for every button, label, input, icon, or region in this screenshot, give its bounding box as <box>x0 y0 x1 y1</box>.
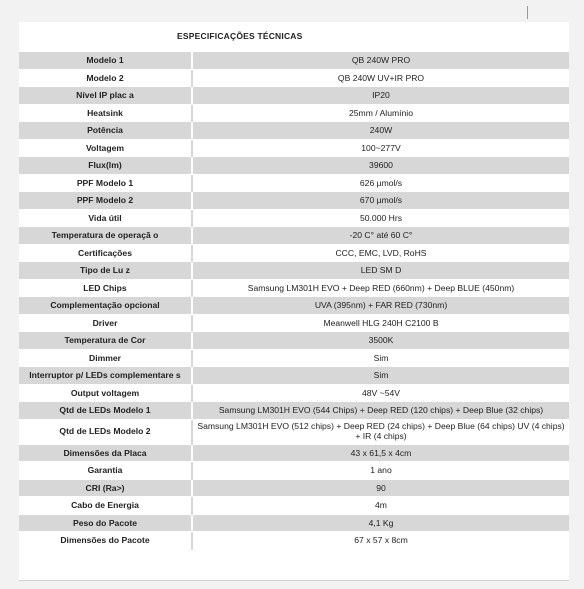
spec-value: LED SM D <box>192 262 569 280</box>
spec-label: Vida útil <box>19 209 192 227</box>
spec-label: LED Chips <box>19 279 192 297</box>
spec-value: 39600 <box>192 157 569 175</box>
spec-label: Potência <box>19 122 192 140</box>
spec-value: Sim <box>192 349 569 367</box>
spec-row <box>19 52 569 70</box>
spec-value: Samsung LM301H EVO + Deep RED (660nm) + Deep BLUE (450nm) <box>192 279 569 297</box>
spec-value: 48V ~54V <box>192 384 569 402</box>
spec-label: Qtd de LEDs Modelo 1 <box>19 402 192 420</box>
spec-label: Dimmer <box>19 349 192 367</box>
bottom-divider <box>19 580 569 581</box>
spec-row <box>19 384 569 402</box>
spec-label: Temperatura de operaçã o <box>19 227 192 245</box>
spec-row <box>19 244 569 262</box>
spec-row <box>19 297 569 315</box>
spec-label: Cabo de Energia <box>19 497 192 515</box>
spec-value: 670 µmol/s <box>192 192 569 210</box>
spec-value: IP20 <box>192 87 569 105</box>
spec-table <box>19 51 569 550</box>
spec-value: Meanwell HLG 240H C2100 B <box>192 314 569 332</box>
spec-row <box>19 192 569 210</box>
spec-value: 4m <box>192 497 569 515</box>
spec-value: 100~277V <box>192 139 569 157</box>
spec-label: Flux(lm) <box>19 157 192 175</box>
spec-row <box>19 104 569 122</box>
spec-label: Qtd de LEDs Modelo 2 <box>19 419 192 444</box>
spec-row <box>19 497 569 515</box>
spec-row <box>19 139 569 157</box>
spec-label: Dimensões do Pacote <box>19 532 192 550</box>
spec-value: 25mm / Alumínio <box>192 104 569 122</box>
spec-label: Complementação opcional <box>19 297 192 315</box>
spec-row <box>19 69 569 87</box>
spec-row <box>19 402 569 420</box>
spec-row <box>19 532 569 550</box>
spec-label: Nível IP plac a <box>19 87 192 105</box>
spec-label: Garantia <box>19 462 192 480</box>
spec-label: Output voltagem <box>19 384 192 402</box>
spec-label: Certificações <box>19 244 192 262</box>
spec-label: Modelo 1 <box>19 52 192 70</box>
spec-row <box>19 349 569 367</box>
spec-value: -20 C° até 60 C° <box>192 227 569 245</box>
spec-row <box>19 122 569 140</box>
spec-value: 43 x 61,5 x 4cm <box>192 444 569 462</box>
spec-row <box>19 444 569 462</box>
spec-value: QB 240W PRO <box>192 52 569 70</box>
spec-label: Driver <box>19 314 192 332</box>
spec-label: Temperatura de Cor <box>19 332 192 350</box>
spec-row <box>19 514 569 532</box>
spec-row <box>19 174 569 192</box>
spec-value: Sim <box>192 367 569 385</box>
spec-row <box>19 462 569 480</box>
spec-value: 626 µmol/s <box>192 174 569 192</box>
corner-divider <box>527 6 528 19</box>
spec-value: 3500K <box>192 332 569 350</box>
spec-value: QB 240W UV+IR PRO <box>192 69 569 87</box>
spec-row <box>19 419 569 444</box>
spec-row <box>19 314 569 332</box>
spec-row <box>19 279 569 297</box>
spec-value: Samsung LM301H EVO (512 chips) + Deep RED (24 chips) + Deep Blue (64 chips) UV (4 chips) + IR (4 chips) <box>192 419 569 444</box>
spec-value: 67 x 57 x 8cm <box>192 532 569 550</box>
spec-label: CRI (Ra>) <box>19 479 192 497</box>
spec-label: Modelo 2 <box>19 69 192 87</box>
spec-row <box>19 157 569 175</box>
spec-value: 90 <box>192 479 569 497</box>
spec-label: PPF Modelo 1 <box>19 174 192 192</box>
spec-value: 4,1 Kg <box>192 514 569 532</box>
spec-row <box>19 262 569 280</box>
spec-value: 50.000 Hrs <box>192 209 569 227</box>
spec-value: Samsung LM301H EVO (544 Chips) + Deep RED (120 chips) + Deep Blue (32 chips) <box>192 402 569 420</box>
spec-label: Tipo de Lu z <box>19 262 192 280</box>
spec-label: Peso do Pacote <box>19 514 192 532</box>
spec-row <box>19 367 569 385</box>
spec-value: CCC, EMC, LVD, RoHS <box>192 244 569 262</box>
spec-label: Dimensões da Placa <box>19 444 192 462</box>
spec-label: Voltagem <box>19 139 192 157</box>
spec-row <box>19 209 569 227</box>
spec-value: 240W <box>192 122 569 140</box>
spec-row <box>19 87 569 105</box>
spec-label: Interruptor p/ LEDs complementare s <box>19 367 192 385</box>
spec-row <box>19 332 569 350</box>
spec-title: ESPECIFICAÇÕES TÉCNICAS <box>19 22 569 51</box>
spec-label: Heatsink <box>19 104 192 122</box>
spec-table-body <box>19 52 569 550</box>
spec-row <box>19 227 569 245</box>
spec-sheet <box>19 22 569 580</box>
spec-value: UVA (395nm) + FAR RED (730nm) <box>192 297 569 315</box>
spec-label: PPF Modelo 2 <box>19 192 192 210</box>
spec-value: 1 ano <box>192 462 569 480</box>
spec-row <box>19 479 569 497</box>
